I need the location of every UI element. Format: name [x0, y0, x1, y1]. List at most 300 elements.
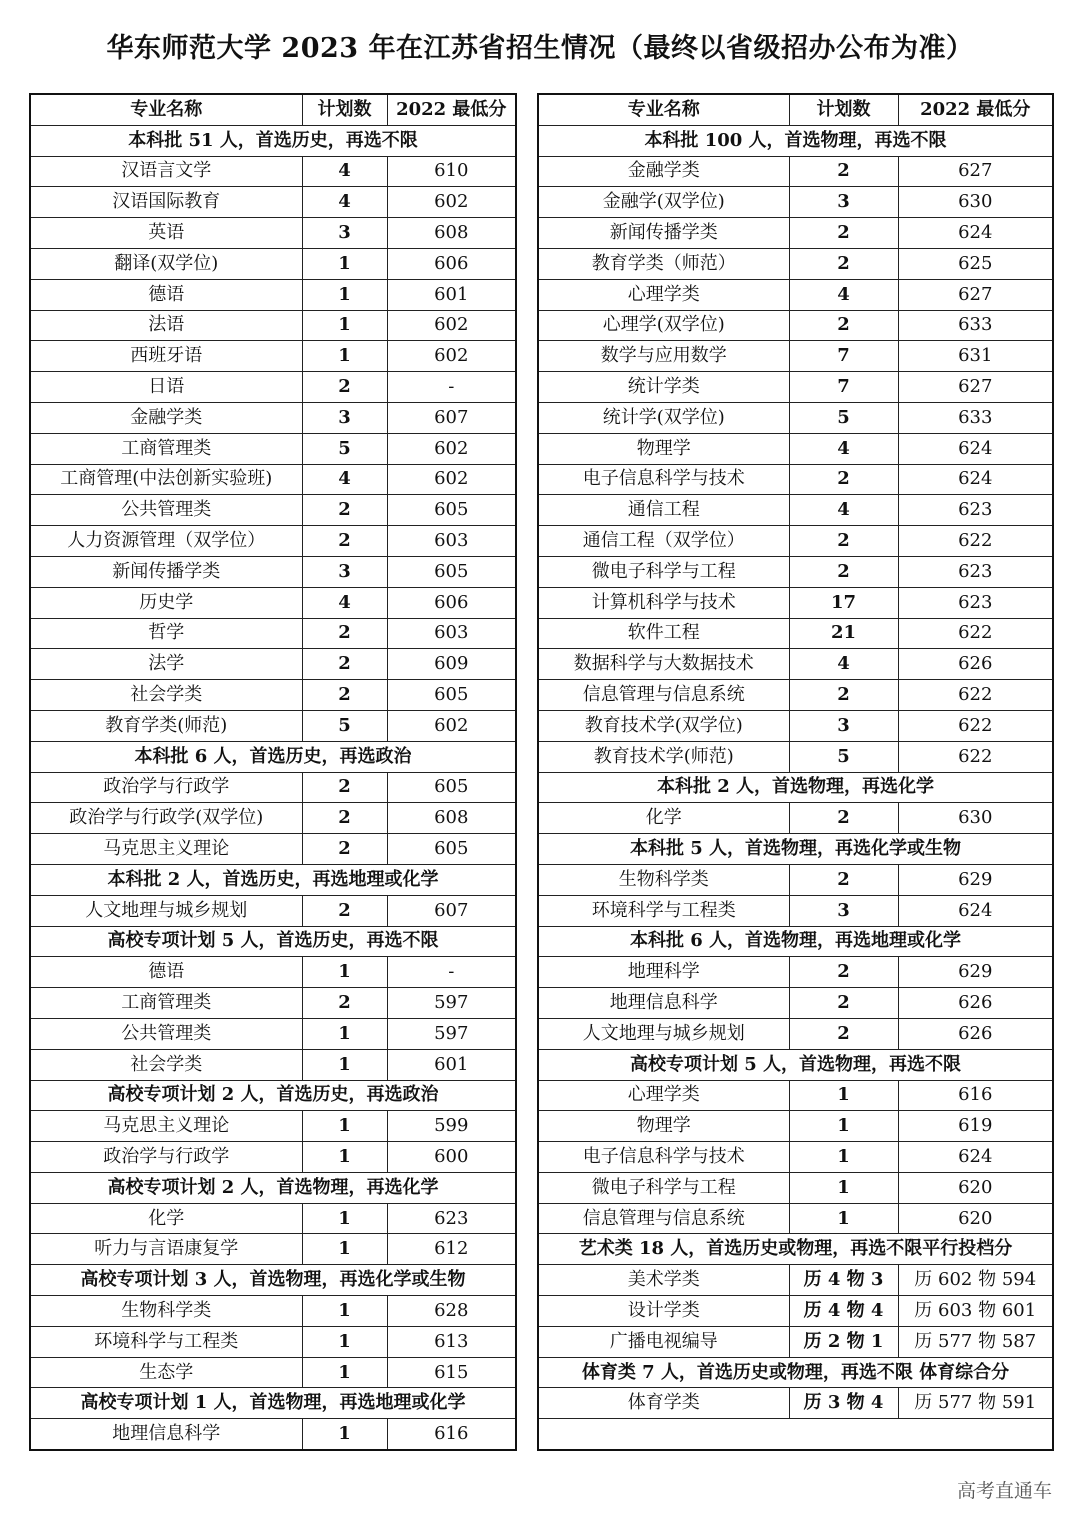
min-score-cell: 623 [898, 587, 1053, 618]
major-name-cell: 社会学类 [30, 1049, 302, 1080]
table-row [538, 372, 1053, 403]
table-row [538, 526, 1053, 557]
min-score-cell: 622 [898, 618, 1053, 649]
major-name-cell: 法语 [30, 310, 302, 341]
major-name-cell: 政治学与行政学 [30, 1142, 302, 1173]
min-score-cell: 624 [898, 433, 1053, 464]
table-row [30, 156, 516, 187]
min-score-cell: 624 [898, 218, 1053, 249]
table-row [30, 402, 516, 433]
table-row [538, 187, 1053, 218]
min-score-cell: 616 [387, 1419, 516, 1450]
min-score-cell: 608 [387, 803, 516, 834]
major-name-cell: 教育技术学(师范) [538, 741, 789, 772]
min-score-cell: 602 [387, 187, 516, 218]
plan-count-cell: 历 4 物 4 [789, 1296, 898, 1327]
min-score-cell: 626 [898, 988, 1053, 1019]
table-row [30, 680, 516, 711]
table-row [538, 279, 1053, 310]
major-name-cell: 教育技术学(双学位) [538, 710, 789, 741]
major-name-cell: 环境科学与工程类 [538, 895, 789, 926]
major-name-cell: 教育学类(师范) [30, 710, 302, 741]
major-name-cell: 心理学(双学位) [538, 310, 789, 341]
table-row [30, 1419, 516, 1450]
min-score-cell: 623 [898, 495, 1053, 526]
major-name-cell: 人文地理与城乡规划 [30, 895, 302, 926]
major-name-cell: 微电子科学与工程 [538, 1172, 789, 1203]
plan-count-cell: 1 [302, 1049, 387, 1080]
min-score-cell: 620 [898, 1203, 1053, 1234]
major-name-cell: 德语 [30, 957, 302, 988]
major-name-cell: 地理科学 [538, 957, 789, 988]
section-title: 本科批 51 人，首选历史，再选不限 [30, 125, 516, 156]
table-row [30, 988, 516, 1019]
section-header-row [30, 864, 516, 895]
min-score-cell: 622 [898, 526, 1053, 557]
table-row [538, 680, 1053, 711]
section-title: 高校专项计划 2 人，首选历史，再选政治 [30, 1080, 516, 1111]
major-name-cell: 心理学类 [538, 279, 789, 310]
min-score-cell: 607 [387, 895, 516, 926]
table-header-row [30, 94, 516, 125]
major-name-cell: 新闻传播学类 [538, 218, 789, 249]
table-row [538, 495, 1053, 526]
min-score-cell: 612 [387, 1234, 516, 1265]
section-title: 本科批 5 人，首选物理，再选化学或生物 [538, 834, 1053, 865]
plan-count-cell: 1 [789, 1111, 898, 1142]
major-name-cell: 公共管理类 [30, 495, 302, 526]
table-row [30, 1049, 516, 1080]
section-title: 高校专项计划 5 人，首选历史，再选不限 [30, 926, 516, 957]
plan-count-cell: 2 [302, 803, 387, 834]
table-header-row [538, 94, 1053, 125]
plan-count-cell: 1 [302, 1018, 387, 1049]
major-name-cell: 英语 [30, 218, 302, 249]
plan-count-cell: 1 [302, 310, 387, 341]
min-score-cell: 633 [898, 402, 1053, 433]
table-row [30, 310, 516, 341]
plan-count-cell: 4 [789, 649, 898, 680]
plan-count-cell: 17 [789, 587, 898, 618]
plan-count-cell: 历 2 物 1 [789, 1326, 898, 1357]
table-row [30, 772, 516, 803]
major-name-cell: 金融学(双学位) [538, 187, 789, 218]
major-name-cell: 西班牙语 [30, 341, 302, 372]
header-min-score: 2022 最低分 [387, 94, 516, 125]
plan-count-cell: 2 [789, 526, 898, 557]
major-name-cell: 数据科学与大数据技术 [538, 649, 789, 680]
plan-count-cell: 2 [789, 864, 898, 895]
plan-count-cell: 1 [302, 1203, 387, 1234]
min-score-cell: 602 [387, 433, 516, 464]
major-name-cell: 通信工程（双学位） [538, 526, 789, 557]
page-title: 华东师范大学 2023 年在江苏省招生情况（最终以省级招办公布为准） [106, 33, 974, 64]
table-row [538, 1172, 1053, 1203]
plan-count-cell: 4 [302, 187, 387, 218]
table-row [538, 741, 1053, 772]
plan-count-cell: 2 [302, 372, 387, 403]
major-name-cell: 数学与应用数学 [538, 341, 789, 372]
table-row [30, 649, 516, 680]
table-row [538, 402, 1053, 433]
major-name-cell: 生物科学类 [538, 864, 789, 895]
min-score-cell: 600 [387, 1142, 516, 1173]
filler-row [538, 1419, 1053, 1450]
min-score-cell: 605 [387, 834, 516, 865]
plan-count-cell: 3 [789, 895, 898, 926]
table-row [538, 464, 1053, 495]
major-name-cell: 软件工程 [538, 618, 789, 649]
plan-count-cell: 1 [302, 279, 387, 310]
section-title: 高校专项计划 3 人，首选物理，再选化学或生物 [30, 1265, 516, 1296]
header-plan-count: 计划数 [789, 94, 898, 125]
major-name-cell: 设计学类 [538, 1296, 789, 1327]
table-row [30, 1357, 516, 1388]
min-score-cell: 599 [387, 1111, 516, 1142]
section-header-row [538, 926, 1053, 957]
plan-count-cell: 2 [789, 803, 898, 834]
table-row [538, 310, 1053, 341]
section-header-row [30, 926, 516, 957]
major-name-cell: 广播电视编导 [538, 1326, 789, 1357]
table-row [538, 1018, 1053, 1049]
section-title: 高校专项计划 2 人，首选物理，再选化学 [30, 1172, 516, 1203]
plan-count-cell: 2 [789, 218, 898, 249]
table-row [538, 248, 1053, 279]
table-row [30, 1203, 516, 1234]
major-name-cell: 马克思主义理论 [30, 834, 302, 865]
min-score-cell: 627 [898, 156, 1053, 187]
section-header-row [538, 834, 1053, 865]
plan-count-cell: 5 [789, 402, 898, 433]
empty-cell [538, 1419, 789, 1450]
plan-count-cell: 4 [789, 433, 898, 464]
plan-count-cell: 2 [302, 772, 387, 803]
major-name-cell: 环境科学与工程类 [30, 1326, 302, 1357]
plan-count-cell: 2 [789, 957, 898, 988]
major-name-cell: 政治学与行政学 [30, 772, 302, 803]
min-score-cell: 597 [387, 1018, 516, 1049]
major-name-cell: 翻译(双学位) [30, 248, 302, 279]
table-row [30, 433, 516, 464]
major-name-cell: 信息管理与信息系统 [538, 1203, 789, 1234]
min-score-cell: 623 [387, 1203, 516, 1234]
min-score-cell: 603 [387, 526, 516, 557]
min-score-cell: 613 [387, 1326, 516, 1357]
plan-count-cell: 3 [302, 402, 387, 433]
table-row [30, 187, 516, 218]
plan-count-cell: 1 [302, 957, 387, 988]
left-admission-table [29, 93, 517, 1451]
major-name-cell: 物理学 [538, 1111, 789, 1142]
major-name-cell: 计算机科学与技术 [538, 587, 789, 618]
min-score-cell: - [387, 957, 516, 988]
table-row [538, 710, 1053, 741]
min-score-cell: 602 [387, 464, 516, 495]
min-score-cell: 605 [387, 495, 516, 526]
plan-count-cell: 1 [789, 1203, 898, 1234]
plan-count-cell: 5 [789, 741, 898, 772]
major-name-cell: 人力资源管理（双学位） [30, 526, 302, 557]
plan-count-cell: 1 [302, 1357, 387, 1388]
min-score-cell: 606 [387, 248, 516, 279]
min-score-cell: 633 [898, 310, 1053, 341]
min-score-cell: 597 [387, 988, 516, 1019]
min-score-cell: 历 577 物 591 [898, 1388, 1053, 1419]
major-name-cell: 化学 [30, 1203, 302, 1234]
plan-count-cell: 2 [789, 310, 898, 341]
section-title: 本科批 6 人，首选物理，再选地理或化学 [538, 926, 1053, 957]
plan-count-cell: 2 [789, 156, 898, 187]
min-score-cell: 历 602 物 594 [898, 1265, 1053, 1296]
table-row [538, 649, 1053, 680]
major-name-cell: 听力与言语康复学 [30, 1234, 302, 1265]
min-score-cell: 622 [898, 680, 1053, 711]
min-score-cell: 623 [898, 556, 1053, 587]
plan-count-cell: 4 [789, 495, 898, 526]
major-name-cell: 工商管理类 [30, 433, 302, 464]
major-name-cell: 哲学 [30, 618, 302, 649]
empty-cell [898, 1419, 1053, 1450]
plan-count-cell: 2 [302, 649, 387, 680]
plan-count-cell: 2 [789, 988, 898, 1019]
plan-count-cell: 2 [302, 988, 387, 1019]
section-header-row [538, 125, 1053, 156]
min-score-cell: 629 [898, 957, 1053, 988]
plan-count-cell: 2 [302, 680, 387, 711]
min-score-cell: 601 [387, 1049, 516, 1080]
min-score-cell: 605 [387, 680, 516, 711]
min-score-cell: 630 [898, 187, 1053, 218]
section-header-row [30, 1172, 516, 1203]
min-score-cell: 622 [898, 741, 1053, 772]
section-title: 本科批 6 人，首选历史，再选政治 [30, 741, 516, 772]
table-row [538, 1111, 1053, 1142]
min-score-cell: 历 603 物 601 [898, 1296, 1053, 1327]
major-name-cell: 生物科学类 [30, 1296, 302, 1327]
table-row [538, 156, 1053, 187]
plan-count-cell: 1 [789, 1142, 898, 1173]
table-row [538, 341, 1053, 372]
plan-count-cell: 7 [789, 341, 898, 372]
section-header-row [538, 772, 1053, 803]
major-name-cell: 社会学类 [30, 680, 302, 711]
plan-count-cell: 1 [302, 1234, 387, 1265]
table-row [30, 1326, 516, 1357]
section-title: 本科批 2 人，首选历史，再选地理或化学 [30, 864, 516, 895]
section-title: 体育类 7 人，首选历史或物理，再选不限 体育综合分 [538, 1357, 1053, 1388]
header-plan-count: 计划数 [302, 94, 387, 125]
min-score-cell: 609 [387, 649, 516, 680]
table-row [538, 618, 1053, 649]
major-name-cell: 通信工程 [538, 495, 789, 526]
plan-count-cell: 2 [302, 895, 387, 926]
min-score-cell: 624 [898, 1142, 1053, 1173]
min-score-cell: 619 [898, 1111, 1053, 1142]
major-name-cell: 生态学 [30, 1357, 302, 1388]
table-row [30, 248, 516, 279]
major-name-cell: 化学 [538, 803, 789, 834]
min-score-cell: 627 [898, 372, 1053, 403]
min-score-cell: 602 [387, 710, 516, 741]
table-row [538, 1203, 1053, 1234]
major-name-cell: 地理信息科学 [538, 988, 789, 1019]
header-min-score: 2022 最低分 [898, 94, 1053, 125]
major-name-cell: 汉语言文学 [30, 156, 302, 187]
major-name-cell: 新闻传播学类 [30, 556, 302, 587]
plan-count-cell: 2 [789, 556, 898, 587]
plan-count-cell: 2 [789, 680, 898, 711]
table-row [30, 218, 516, 249]
table-row [30, 341, 516, 372]
min-score-cell: 624 [898, 895, 1053, 926]
min-score-cell: 605 [387, 556, 516, 587]
table-row [30, 279, 516, 310]
plan-count-cell: 1 [302, 1326, 387, 1357]
major-name-cell: 日语 [30, 372, 302, 403]
min-score-cell: 627 [898, 279, 1053, 310]
table-row [30, 957, 516, 988]
table-row [30, 1234, 516, 1265]
min-score-cell: 626 [898, 649, 1053, 680]
min-score-cell: 620 [898, 1172, 1053, 1203]
major-name-cell: 法学 [30, 649, 302, 680]
table-row [538, 218, 1053, 249]
section-header-row [538, 1049, 1053, 1080]
section-header-row [538, 1357, 1053, 1388]
table-row [538, 1296, 1053, 1327]
empty-cell [789, 1419, 898, 1450]
table-row [30, 1142, 516, 1173]
table-row [538, 803, 1053, 834]
major-name-cell: 信息管理与信息系统 [538, 680, 789, 711]
table-row [538, 957, 1053, 988]
table-row [30, 526, 516, 557]
min-score-cell: 622 [898, 710, 1053, 741]
major-name-cell: 地理信息科学 [30, 1419, 302, 1450]
major-name-cell: 工商管理类 [30, 988, 302, 1019]
table-row [538, 1326, 1053, 1357]
min-score-cell: 606 [387, 587, 516, 618]
plan-count-cell: 5 [302, 710, 387, 741]
plan-count-cell: 历 4 物 3 [789, 1265, 898, 1296]
plan-count-cell: 1 [302, 248, 387, 279]
min-score-cell: 608 [387, 218, 516, 249]
major-name-cell: 历史学 [30, 587, 302, 618]
major-name-cell: 公共管理类 [30, 1018, 302, 1049]
table-row [538, 1142, 1053, 1173]
major-name-cell: 美术学类 [538, 1265, 789, 1296]
min-score-cell: 601 [387, 279, 516, 310]
section-title: 艺术类 18 人，首选历史或物理，再选不限平行投档分 [538, 1234, 1053, 1265]
plan-count-cell: 7 [789, 372, 898, 403]
section-header-row [30, 741, 516, 772]
table-row [30, 618, 516, 649]
plan-count-cell: 4 [789, 279, 898, 310]
section-header-row [538, 1234, 1053, 1265]
right-admission-table [537, 93, 1054, 1451]
min-score-cell: 605 [387, 772, 516, 803]
table-row [538, 1080, 1053, 1111]
plan-count-cell: 2 [302, 526, 387, 557]
table-row [538, 988, 1053, 1019]
min-score-cell: 603 [387, 618, 516, 649]
section-title: 高校专项计划 5 人，首选物理，再选不限 [538, 1049, 1053, 1080]
section-header-row [30, 1080, 516, 1111]
table-row [30, 587, 516, 618]
plan-count-cell: 2 [789, 464, 898, 495]
major-name-cell: 汉语国际教育 [30, 187, 302, 218]
table-row [30, 895, 516, 926]
major-name-cell: 人文地理与城乡规划 [538, 1018, 789, 1049]
table-row [30, 495, 516, 526]
major-name-cell: 德语 [30, 279, 302, 310]
major-name-cell: 电子信息科学与技术 [538, 1142, 789, 1173]
table-row [538, 1388, 1053, 1419]
major-name-cell: 政治学与行政学(双学位) [30, 803, 302, 834]
plan-count-cell: 1 [302, 1111, 387, 1142]
watermark-text: 高考直通车 [956, 1480, 1052, 1502]
plan-count-cell: 2 [302, 834, 387, 865]
section-header-row [30, 1265, 516, 1296]
major-name-cell: 统计学(双学位) [538, 402, 789, 433]
min-score-cell: 630 [898, 803, 1053, 834]
plan-count-cell: 4 [302, 464, 387, 495]
min-score-cell: 626 [898, 1018, 1053, 1049]
major-name-cell: 工商管理(中法创新实验班) [30, 464, 302, 495]
min-score-cell: 631 [898, 341, 1053, 372]
section-header-row [30, 125, 516, 156]
min-score-cell: 610 [387, 156, 516, 187]
min-score-cell: 625 [898, 248, 1053, 279]
plan-count-cell: 4 [302, 156, 387, 187]
section-title: 本科批 100 人，首选物理，再选不限 [538, 125, 1053, 156]
plan-count-cell: 2 [789, 1018, 898, 1049]
plan-count-cell: 2 [789, 248, 898, 279]
plan-count-cell: 4 [302, 587, 387, 618]
table-row [30, 372, 516, 403]
table-row [30, 556, 516, 587]
table-row [538, 864, 1053, 895]
plan-count-cell: 3 [302, 218, 387, 249]
major-name-cell: 微电子科学与工程 [538, 556, 789, 587]
min-score-cell: 历 577 物 587 [898, 1326, 1053, 1357]
major-name-cell: 教育学类（师范） [538, 248, 789, 279]
min-score-cell: 628 [387, 1296, 516, 1327]
table-row [30, 710, 516, 741]
major-name-cell: 物理学 [538, 433, 789, 464]
section-title: 本科批 2 人，首选物理，再选化学 [538, 772, 1053, 803]
header-major-name: 专业名称 [30, 94, 302, 125]
plan-count-cell: 1 [302, 341, 387, 372]
table-row [538, 433, 1053, 464]
plan-count-cell: 1 [789, 1172, 898, 1203]
plan-count-cell: 3 [789, 710, 898, 741]
table-row [30, 803, 516, 834]
table-row [30, 464, 516, 495]
plan-count-cell: 1 [789, 1080, 898, 1111]
section-title: 高校专项计划 1 人，首选物理，再选地理或化学 [30, 1388, 516, 1419]
plan-count-cell: 历 3 物 4 [789, 1388, 898, 1419]
table-row [30, 1296, 516, 1327]
header-major-name: 专业名称 [538, 94, 789, 125]
min-score-cell: 624 [898, 464, 1053, 495]
major-name-cell: 电子信息科学与技术 [538, 464, 789, 495]
min-score-cell: 607 [387, 402, 516, 433]
plan-count-cell: 1 [302, 1296, 387, 1327]
plan-count-cell: 1 [302, 1142, 387, 1173]
table-row [538, 1265, 1053, 1296]
